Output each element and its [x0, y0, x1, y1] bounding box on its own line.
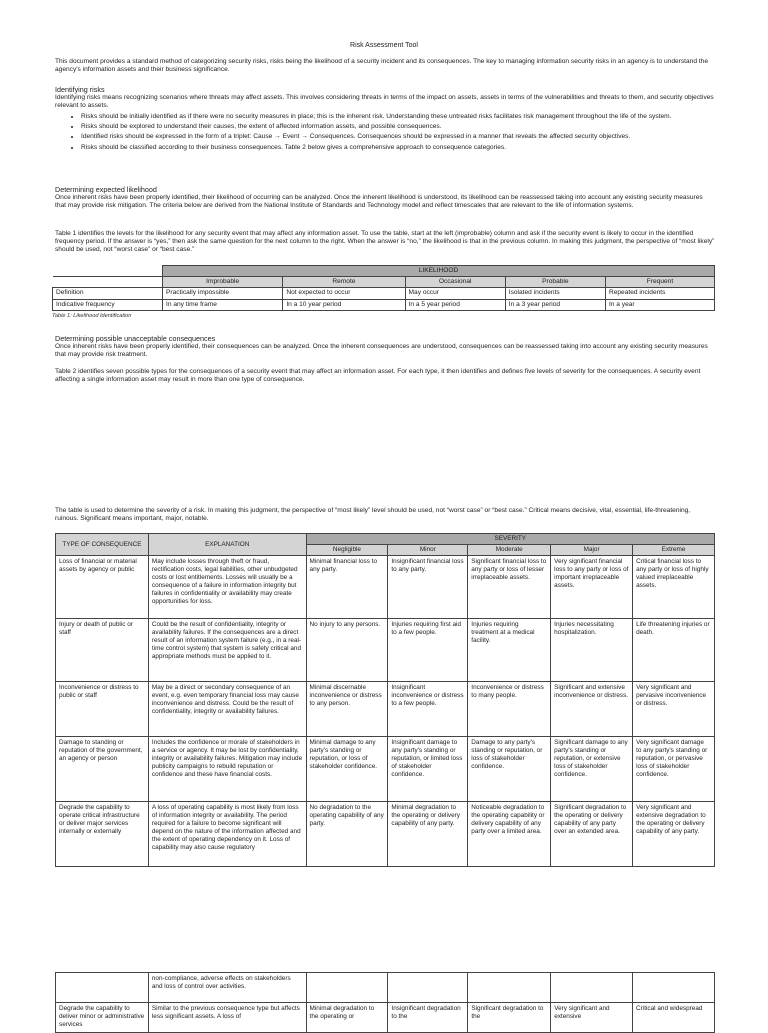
consequence-explanation: A loss of operating capability is most likely from loss of information integrity or availability. The period required for a failure to become significant will depend on the nature of the information affected and the extent of operating dependency on it. Loss of capability may also cause regulatory [148, 802, 306, 867]
likelihood-level: Frequent [605, 277, 714, 288]
severity-level: Major [551, 545, 633, 556]
table-cell: Significant financial loss to any party or loss of lesser irreplaceable assets. [468, 556, 551, 619]
consequence-explanation: Includes the confidence or morale of stakeholders in a service or agency. It may be lost by confidentiality, integrity or availability failures. Mitigation may include publicity campaigns to rebuild reputation or confidence and these have financial costs. [148, 737, 306, 802]
table-cell [306, 973, 388, 1003]
table-cell: Inconvenience or distress to many people. [468, 682, 551, 737]
table-cell: Injuries requiring first aid to a few people. [388, 619, 468, 682]
table-cell: Injuries requiring treatment at a medical facility. [468, 619, 551, 682]
table-cell: In a year [605, 299, 714, 310]
table-cell: No injury to any persons. [306, 619, 388, 682]
table-row [56, 556, 715, 619]
empty-corner-cell [53, 266, 163, 277]
table-cell: Minimal degradation to the operating or delivery capability of any party. [388, 802, 468, 867]
table1-caption: Table 1: Likelihood Identification [52, 313, 132, 319]
table-row [56, 682, 715, 737]
table-row [53, 299, 715, 310]
consequence-explanation: Could be the result of confidentiality, integrity or availability failures. If the consequences are a direct result of an information system failure (e.g., in a real-time control system) that system is safety critical and appropriate methods must be applied to it. [148, 619, 306, 682]
row-label: Definition [53, 288, 163, 299]
table-cell [388, 973, 468, 1003]
bullet-item: • Identified risks should be expressed in the form of a triplet: Cause → Event → Consequences. Consequences should be expressed in a manner that reveals the affected security objectives. [81, 133, 715, 141]
consequence-type: Injury or death of public or staff [56, 619, 149, 682]
table-cell: Significant damage to any party's standing or reputation, or extensive loss of stakeholder confidence. [551, 737, 633, 802]
table-cell: Minimal degradation to the operating or [306, 1003, 388, 1033]
table-cell: Minimal damage to any party's standing or reputation, or loss of stakeholder confidence. [306, 737, 388, 802]
table-cell: Noticeable degradation to the operating capability or delivery capability of any party over a limited area. [468, 802, 551, 867]
table-cell: Very significant damage to any party's standing or reputation, or pervasive loss of stakeholder confidence. [633, 737, 715, 802]
table-cell [468, 973, 551, 1003]
table-cell: No degradation to the operating capability of any party. [306, 802, 388, 867]
severity-table [55, 533, 715, 867]
table-cell: In a 5 year period [405, 299, 505, 310]
consequence-type: Loss of financial or material assets by agency or public [56, 556, 149, 619]
explanation-column-header: EXPLANATION [148, 534, 306, 556]
consequence-type: Damage to standing or reputation of the government, an agency or person [56, 737, 149, 802]
table-cell: Very significant and extensive [551, 1003, 633, 1033]
table-cell: Very significant and extensive degradation to the operating or delivery capability of any party. [633, 802, 715, 867]
table1-intro-paragraph: Table 1 identifies the levels for the likelihood for any security event that may affect any information asset. To use the table, start at the left (improbable) column and ask if the security event is likely to occur in the identified frequency period. If the answer is “yes,” then ask the same question for the next column to the right. When the answer is “no,” the likelihood is that in the previous column. In making this judgment, the perspective of “most likely” should be used, not “worst case” or “best case.” [55, 230, 715, 254]
table-cell: Significant degradation to the [468, 1003, 551, 1033]
table-cell: Very significant financial loss to any party or loss of important irreplaceable assets. [551, 556, 633, 619]
table-cell: Insignificant inconvenience or distress to a few people. [388, 682, 468, 737]
table-cell: Life threatening injuries or death. [633, 619, 715, 682]
document-title: Risk Assessment Tool [350, 42, 418, 49]
table-row [56, 737, 715, 802]
table-cell: Insignificant damage to any party's standing or reputation, or limited loss of stakeholder confidence. [388, 737, 468, 802]
severity-header-row [56, 534, 715, 545]
table-cell: In a 3 year period [505, 299, 605, 310]
bullet-item: • Risks should be explored to understand their causes, the extent of affected information assets, and possible consequences. [81, 123, 715, 131]
empty-corner-cell [53, 277, 163, 288]
table-cell: Insignificant degradation to the [388, 1003, 468, 1033]
table-cell: Isolated incidents [505, 288, 605, 299]
table-cell: Insignificant financial loss to any party. [388, 556, 468, 619]
table-cell: Significant degradation to the operating or delivery capability of any party over an extended area. [551, 802, 633, 867]
likelihood-header: LIKELIHOOD [163, 266, 715, 277]
severity-table-continued [55, 972, 715, 1033]
table-cell: Significant and extensive inconvenience or distress. [551, 682, 633, 737]
severity-level: Moderate [468, 545, 551, 556]
bullet-list [81, 113, 715, 152]
table-cell: Minimal discernable inconvenience or distress to any person. [306, 682, 388, 737]
table-cell [633, 973, 715, 1003]
table-row [56, 1003, 715, 1033]
bullet-item: • Risks should be initially identified as if there were no security measures in place; this is the inherent risk. Understanding these untreated risks facilitates risk management throughout the life of the system. [81, 113, 715, 121]
consequence-type: Degrade the capability to deliver minor or administrative services [56, 1003, 149, 1033]
severity-intro-paragraph: The table is used to determine the severity of a risk. In making this judgment, the perspective of “most likely” level should be used, not “worst case” or “best case.” Critical means decisive, vital, essential, life-threatening, ruinous. Significant means important, major, notable. [55, 507, 691, 523]
table-cell: Not expected to occur [283, 288, 405, 299]
consequence-type: Degrade the capability to operate critical infrastructure or deliver major services internally or externally [56, 802, 149, 867]
consequence-explanation: May be a direct or secondary consequence of an event, e.g. even temporary financial loss may cause inconvenience and distress. Could be the result of confidentiality, integrity or availability failures. [148, 682, 306, 737]
table-cell: In a 10 year period [283, 299, 405, 310]
consequence-heading: Determining possible unacceptable consequences [55, 334, 216, 343]
table-cell: Injuries necessitating hospitalization. [551, 619, 633, 682]
table-row [56, 802, 715, 867]
type-column-header: TYPE OF CONSEQUENCE [56, 534, 149, 556]
table-cell: Repeated incidents [605, 288, 714, 299]
table-cell: Damage to any party's standing or reputation, or loss of stakeholder confidence. [468, 737, 551, 802]
intro-paragraph: This document provides a standard method of categorizing security risks, risks being the likelihood of a security incident and its consequences. The key to managing information security risks in an agency is to understand the agency's information assets and their business significance. [55, 58, 709, 74]
table-row [56, 619, 715, 682]
severity-level: Negligible [306, 545, 388, 556]
table-cell [551, 973, 633, 1003]
table-cell: May occur [405, 288, 505, 299]
table-cell: Practically impossible [163, 288, 283, 299]
table-row [56, 973, 715, 1003]
consequence-explanation: May include losses through theft or fraud, rectification costs, legal liabilities, other unbudgeted costs or lost entitlements. Losses will usually be a consequence of a failure in information integrity but failures in confidentiality or availability may create opportunities for loss. [148, 556, 306, 619]
table-cell: In any time frame [163, 299, 283, 310]
severity-level: Extreme [633, 545, 715, 556]
consequence-type [56, 973, 149, 1003]
table-cell: Critical and widespread [633, 1003, 715, 1033]
bullet-item: • Risks should be classified according to their business consequences. Table 2 below gives a comprehensive approach to consequence categories. [81, 144, 715, 152]
table-row [53, 288, 715, 299]
severity-header: SEVERITY [306, 534, 714, 545]
consequence-paragraph: Once inherent risks have been properly identified, their consequences can be analyzed. Once the inherent consequences are understood, consequences can be reassessed taking into account any existing security measures that may provide risk treatment. [55, 343, 708, 359]
table2-intro-paragraph: Table 2 identifies seven possible types for the consequences of a security event that may affect an information asset. For each type, it then identifies and defines five levels of severity for the consequences. A security event affecting a single information asset may result in more than one type of consequence. [55, 368, 701, 384]
table-cell: Minimal financial loss to any party. [306, 556, 388, 619]
likelihood-heading: Determining expected likelihood [55, 185, 157, 194]
likelihood-level-row [53, 277, 715, 288]
identify-heading: Identifying risks [55, 85, 105, 94]
likelihood-header-row [53, 266, 715, 277]
likelihood-level: Occasional [405, 277, 505, 288]
likelihood-table [52, 265, 715, 311]
severity-level: Minor [388, 545, 468, 556]
consequence-explanation: Similar to the previous consequence type but affects less significant assets. A loss of [148, 1003, 306, 1033]
consequence-explanation: non-compliance, adverse effects on stakeholders and loss of control over activities. [148, 973, 306, 1003]
likelihood-level: Improbable [163, 277, 283, 288]
table-cell: Critical financial loss to any party or loss of highly valued irreplaceable assets. [633, 556, 715, 619]
identify-paragraph: Identifying risks means recognizing scenarios where threats may affect assets. This involves considering threats in terms of the impact on assets, assets in terms of the vulnerabilities and threats to them, and security objectives relevant to assets. [55, 94, 714, 110]
table-cell: Very significant and pervasive inconvenience or distress. [633, 682, 715, 737]
likelihood-level: Probable [505, 277, 605, 288]
row-label: Indicative frequency [53, 299, 163, 310]
bullet-list-container [55, 113, 715, 154]
likelihood-paragraph: Once inherent risks have been properly identified, their likelihood of occurring can be analyzed. Once the inherent likelihood is understood, its likelihood can be reassessed taking into account any existing security measures that may provide risk mitigation. The criteria below are derived from the National Institute of Standards and Technology model and reflect timescales that are relevant to the life of information systems. [55, 194, 703, 210]
consequence-type: Inconvenience or distress to public or staff [56, 682, 149, 737]
likelihood-level: Remote [283, 277, 405, 288]
